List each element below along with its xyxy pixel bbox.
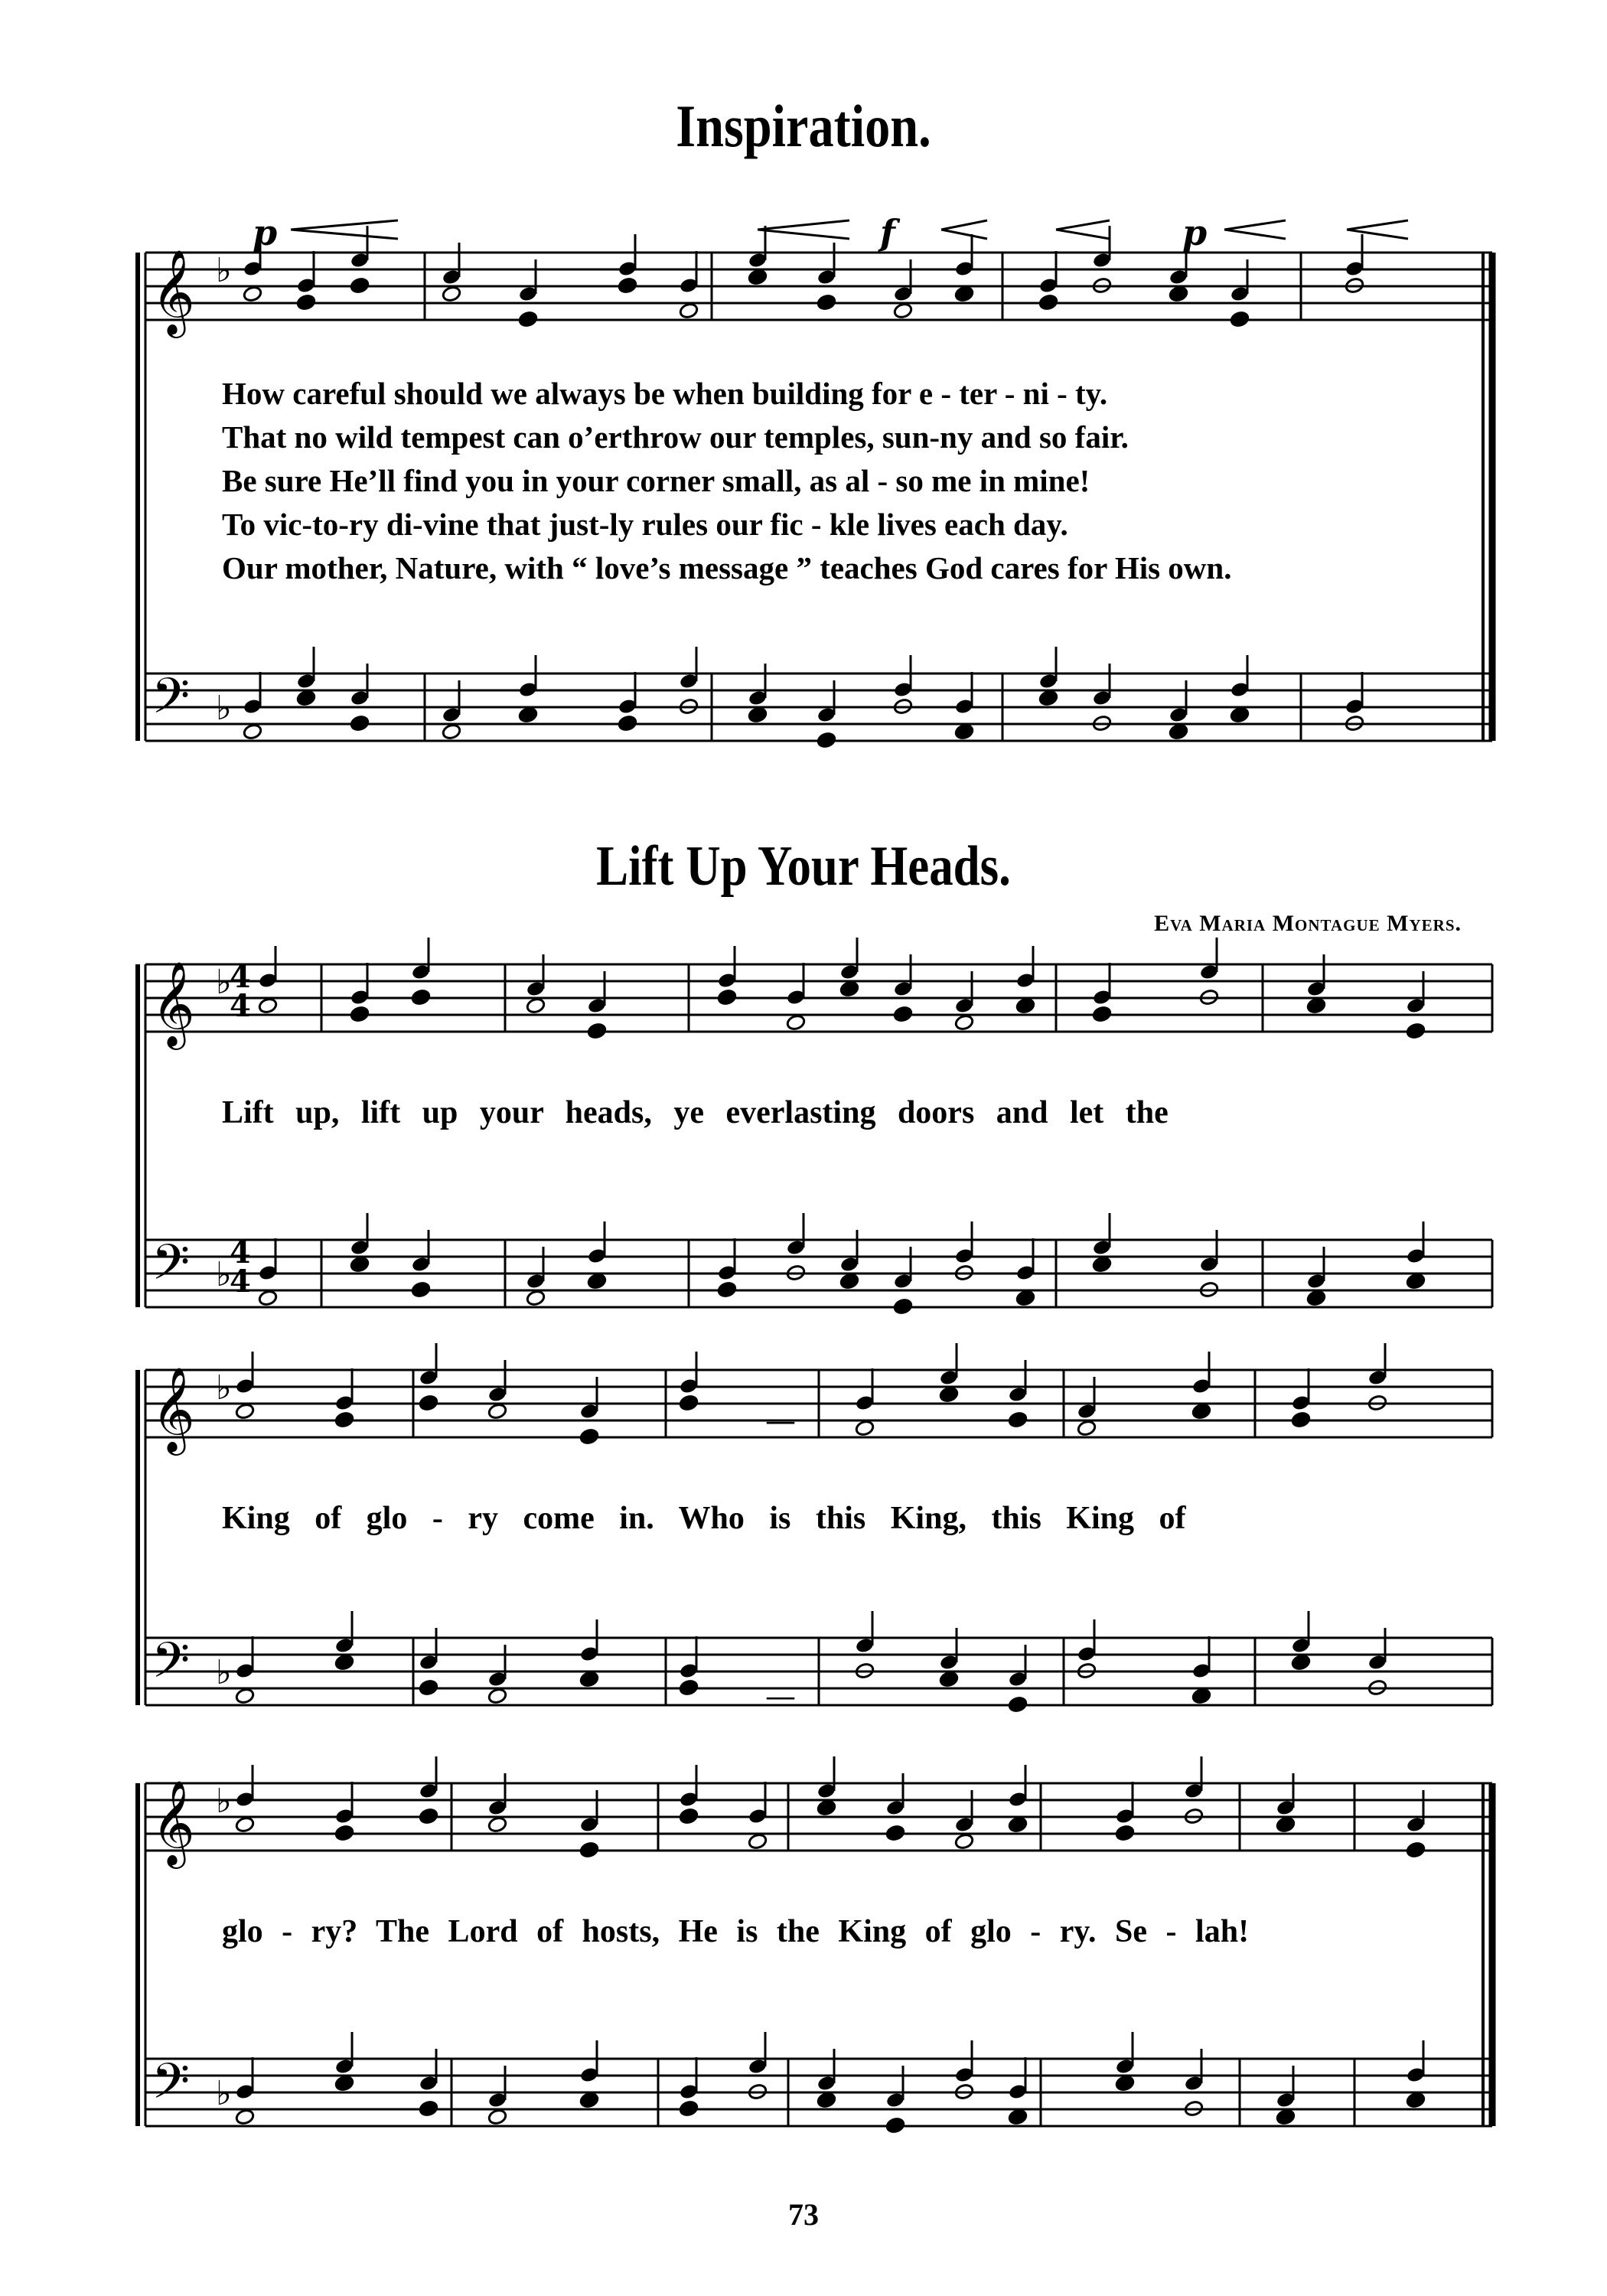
note-head	[885, 2117, 905, 2135]
treble-clef-icon: 𝄞	[152, 1366, 195, 1452]
note-head	[748, 1833, 768, 1851]
note-head	[1008, 1816, 1028, 1834]
dynamic-marking: p	[1182, 212, 1208, 253]
note-head	[839, 1273, 859, 1290]
treble-clef-icon: 𝄞	[152, 249, 195, 334]
hairpin-icon	[758, 220, 849, 239]
note-head	[1008, 1696, 1028, 1714]
treble-staff	[145, 964, 1492, 1032]
note-head	[1077, 1420, 1097, 1437]
note-head	[487, 2108, 507, 2126]
flat-sign-icon: ♭	[216, 963, 232, 1002]
note-head	[296, 690, 316, 707]
note-head	[893, 1006, 913, 1023]
note-head	[1115, 2075, 1135, 2092]
hairpin-icon	[941, 220, 987, 239]
note-head	[334, 1825, 354, 1842]
flat-sign-icon: ♭	[216, 251, 232, 290]
verse-line: To vic-to-ry di-vine that just-ly rules our fic - kle lives each day.	[222, 507, 1068, 542]
time-signature-top: 4	[230, 1234, 251, 1270]
note-head	[1015, 1290, 1035, 1307]
note-head	[334, 1411, 354, 1429]
flat-sign-icon: ♭	[216, 1653, 232, 1692]
note-head	[235, 1816, 255, 1834]
note-head	[419, 2100, 438, 2118]
note-head	[1008, 2108, 1028, 2126]
note-head	[487, 1816, 507, 1834]
hairpin-icon	[1224, 220, 1286, 239]
dynamic-marking: f	[880, 212, 895, 253]
bass-staff	[145, 1240, 1492, 1307]
note-head	[334, 1654, 354, 1671]
note-head	[954, 1833, 974, 1851]
note-head	[954, 1014, 974, 1032]
verse-line: Be sure He’ll find you in your corner small, as al - so me in mine!	[222, 463, 1090, 498]
bass-clef-icon: 𝄢	[152, 1234, 191, 1303]
note-head	[411, 989, 431, 1006]
rest-icon: —	[765, 1679, 796, 1714]
time-signature-top: 4	[230, 959, 251, 995]
note-head	[939, 1671, 959, 1688]
note-head	[679, 1679, 699, 1697]
note-head	[1191, 1688, 1211, 1705]
note-head	[1038, 690, 1058, 707]
note-head	[817, 732, 836, 749]
note-head	[1306, 997, 1326, 1015]
note-head	[526, 997, 546, 1015]
note-head	[939, 1386, 959, 1404]
rest-icon: —	[765, 1404, 796, 1439]
note-head	[419, 1808, 438, 1825]
flat-sign-icon: ♭	[216, 689, 232, 728]
note-head	[579, 1841, 599, 1859]
note-head	[258, 997, 278, 1015]
note-head	[1406, 1841, 1426, 1859]
note-head	[487, 1403, 507, 1420]
note-head	[243, 723, 262, 741]
hairpin-icon	[1056, 220, 1110, 239]
note-head	[817, 2092, 836, 2109]
flat-sign-icon: ♭	[216, 1782, 232, 1821]
note-head	[518, 706, 538, 724]
hymn-title-inspiration: Inspiration.	[676, 93, 931, 159]
note-head	[1406, 2092, 1426, 2109]
note-head	[235, 2108, 255, 2126]
note-head	[1291, 1654, 1311, 1671]
note-head	[1191, 1403, 1211, 1420]
note-head	[350, 1006, 370, 1023]
verse-line: How careful should we always be when building for e - ter - ni - ty.	[222, 376, 1108, 411]
treble-clef-icon: 𝄞	[152, 1779, 195, 1865]
note-head	[1306, 1290, 1326, 1307]
note-head	[1092, 1256, 1112, 1274]
note-head	[1230, 311, 1250, 328]
note-head	[579, 1671, 599, 1688]
note-head	[518, 311, 538, 328]
note-head	[442, 285, 461, 303]
note-head	[350, 715, 370, 732]
time-signature-bottom: 4	[230, 1264, 251, 1300]
note-head	[587, 1273, 607, 1290]
note-head	[1169, 723, 1188, 741]
hairpin-icon	[291, 220, 398, 239]
flat-sign-icon: ♭	[216, 2074, 232, 2113]
bass-clef-icon: 𝄢	[152, 2053, 191, 2122]
bass-clef-icon: 𝄢	[152, 668, 191, 737]
note-head	[487, 1688, 507, 1705]
note-head	[1276, 2108, 1296, 2126]
note-head	[817, 1799, 836, 1817]
note-head	[748, 706, 768, 724]
note-head	[786, 1014, 806, 1032]
lyric-line-2: King of glo - ry come in. Who is this King, this King of	[222, 1501, 1186, 1536]
hymn-title-lift-up-your-heads: Lift Up Your Heads.	[596, 835, 1011, 898]
note-head	[296, 294, 316, 311]
note-head	[419, 1394, 438, 1412]
note-head	[579, 1428, 599, 1446]
verse-line: Our mother, Nature, with “ love’s message ” teaches God cares for His own.	[222, 550, 1232, 585]
note-head	[1230, 706, 1250, 724]
bass-staff	[145, 673, 1492, 741]
note-head	[717, 1281, 737, 1299]
note-head	[1406, 1273, 1426, 1290]
note-head	[817, 294, 836, 311]
page-number: 73	[788, 2197, 819, 2232]
note-head	[526, 1290, 546, 1307]
note-head	[679, 2100, 699, 2118]
bass-clef-icon: 𝄢	[152, 1632, 191, 1701]
lyric-line-1: Lift up, lift up your heads, ye everlasting doors and let the	[222, 1095, 1169, 1130]
inspiration-verses	[222, 372, 1485, 590]
hairpin-icon	[1347, 220, 1408, 239]
flat-sign-icon: ♭	[216, 1255, 232, 1294]
note-head	[885, 1825, 905, 1842]
note-head	[587, 1022, 607, 1040]
note-head	[579, 2092, 599, 2109]
note-head	[839, 980, 859, 998]
note-head	[893, 302, 913, 320]
note-head	[1291, 1411, 1311, 1429]
note-head	[411, 1281, 431, 1299]
note-head	[1008, 1411, 1028, 1429]
note-head	[893, 1298, 913, 1316]
note-head	[235, 1688, 255, 1705]
note-head	[618, 715, 637, 732]
note-head	[235, 1403, 255, 1420]
treble-clef-icon: 𝄞	[152, 960, 195, 1046]
treble-staff	[145, 253, 1492, 320]
note-head	[855, 1420, 875, 1437]
note-head	[679, 302, 699, 320]
note-head	[258, 1290, 278, 1307]
note-head	[618, 277, 637, 295]
note-head	[1092, 1006, 1112, 1023]
note-head	[243, 285, 262, 303]
note-head	[748, 269, 768, 286]
note-head	[1406, 1022, 1426, 1040]
note-head	[1115, 1825, 1135, 1842]
note-head	[679, 1808, 699, 1825]
lyric-line-3: glo - ry? The Lord of hosts, He is the King of glo - ry. Se - lah!	[222, 1914, 1250, 1949]
time-signature-bottom: 4	[230, 988, 251, 1024]
note-head	[334, 2075, 354, 2092]
note-head	[1169, 285, 1188, 303]
flat-sign-icon: ♭	[216, 1368, 232, 1407]
note-head	[954, 723, 974, 741]
note-head	[954, 285, 974, 303]
note-head	[419, 1679, 438, 1697]
note-head	[1015, 997, 1035, 1015]
composer-credit: Eva Maria Montague Myers.	[1154, 911, 1462, 936]
dynamic-marking: p	[253, 212, 278, 253]
note-head	[1276, 1816, 1296, 1834]
note-head	[350, 1256, 370, 1274]
note-head	[717, 989, 737, 1006]
note-head	[679, 1394, 699, 1412]
verse-line: That no wild tempest can o’erthrow our temples, sun-ny and so fair.	[222, 419, 1129, 455]
note-head	[1038, 294, 1058, 311]
note-head	[442, 723, 461, 741]
note-head	[350, 277, 370, 295]
